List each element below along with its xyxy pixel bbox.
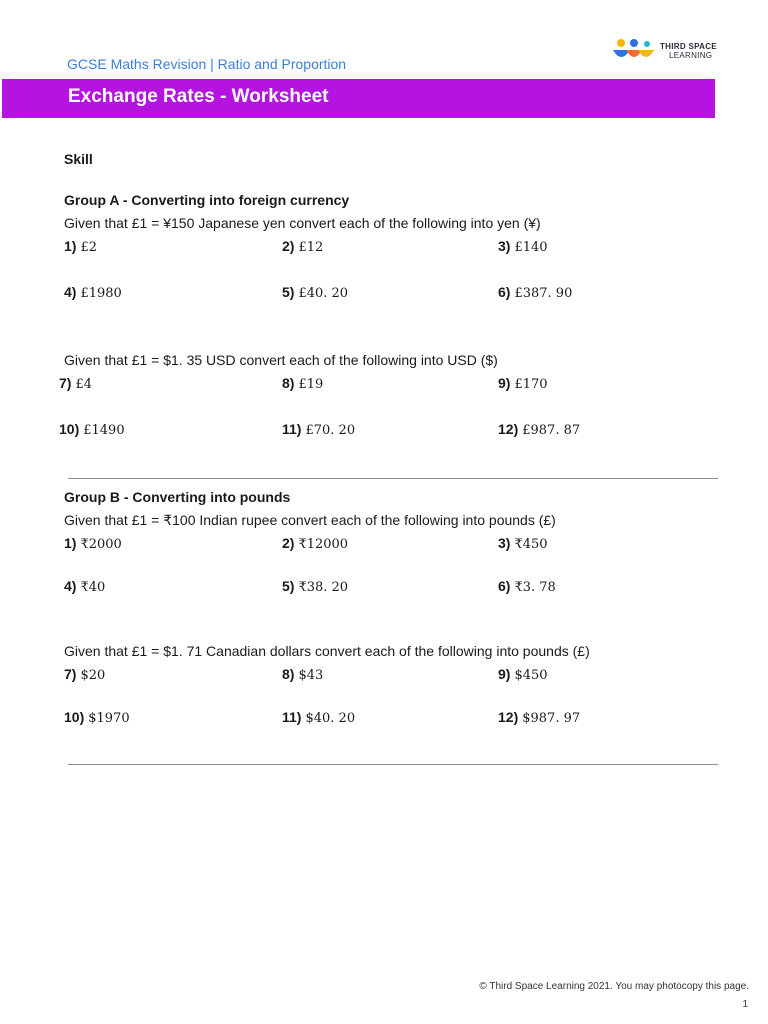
question-number: 2) xyxy=(282,535,295,551)
question-number: 6) xyxy=(498,284,511,300)
question-number: 1) xyxy=(64,535,77,551)
question-item xyxy=(59,375,92,392)
group-b-set2-prompt: Given that £1 = $1. 71 Canadian dollars convert each of the following into pounds (£) xyxy=(64,643,590,659)
question-number: 9) xyxy=(498,666,511,682)
question-number: 3) xyxy=(498,238,511,254)
logo-text-line1: THIRD SPACE xyxy=(660,42,717,51)
question-value: £170 xyxy=(514,377,548,392)
question-value: £40. 20 xyxy=(298,286,349,301)
question-number: 10) xyxy=(64,709,85,725)
question-number: 5) xyxy=(282,578,295,594)
question-value: £1490 xyxy=(83,423,125,438)
question-number: 7) xyxy=(64,666,77,682)
question-item xyxy=(498,238,548,255)
question-value: £140 xyxy=(514,240,548,255)
question-value: £12 xyxy=(298,240,324,255)
question-item xyxy=(282,709,355,726)
question-item xyxy=(64,666,105,683)
question-item xyxy=(498,666,548,683)
question-item xyxy=(282,666,323,683)
question-value: ₹40 xyxy=(80,580,106,595)
question-number: 3) xyxy=(498,535,511,551)
question-number: 7) xyxy=(59,375,72,391)
question-number: 4) xyxy=(64,284,77,300)
question-item xyxy=(282,535,348,552)
section-divider xyxy=(68,478,718,479)
question-value: ₹12000 xyxy=(298,537,349,552)
question-value: $450 xyxy=(514,668,548,683)
group-b-heading: Group B - Converting into pounds xyxy=(64,489,291,505)
title-banner xyxy=(2,79,715,118)
question-number: 9) xyxy=(498,375,511,391)
group-a-heading: Group A - Converting into foreign currency xyxy=(64,192,350,208)
question-number: 11) xyxy=(282,421,302,437)
question-value: $20 xyxy=(80,668,106,683)
question-value: $987. 97 xyxy=(522,711,581,726)
question-item xyxy=(282,238,323,255)
logo-text-line2: LEARNING xyxy=(669,51,713,60)
logo-mark-icon xyxy=(612,38,658,64)
question-item xyxy=(64,284,122,301)
third-space-learning-logo xyxy=(612,38,732,64)
question-item xyxy=(64,578,105,595)
question-item xyxy=(282,284,348,301)
question-value: ₹38. 20 xyxy=(298,580,349,595)
question-item xyxy=(282,421,355,438)
copyright-notice: © Third Space Learning 2021. You may photocopy this page. xyxy=(479,981,749,992)
question-item xyxy=(498,375,548,392)
question-item xyxy=(59,421,125,438)
question-number: 1) xyxy=(64,238,77,254)
section-divider xyxy=(68,764,718,765)
question-number: 8) xyxy=(282,666,295,682)
question-number: 2) xyxy=(282,238,295,254)
question-item xyxy=(498,421,580,438)
question-number: 11) xyxy=(282,709,302,725)
question-number: 10) xyxy=(59,421,80,437)
question-value: ₹2000 xyxy=(80,537,122,552)
question-item xyxy=(498,709,580,726)
question-value: $40. 20 xyxy=(305,711,356,726)
group-a-set1-prompt: Given that £1 = ¥150 Japanese yen convert each of the following into yen (¥) xyxy=(64,215,541,231)
question-value: $43 xyxy=(298,668,324,683)
question-value: ₹450 xyxy=(514,537,548,552)
question-item xyxy=(282,375,323,392)
skill-label: Skill xyxy=(64,151,93,167)
question-item xyxy=(64,238,97,255)
question-item xyxy=(64,535,122,552)
question-item xyxy=(498,535,548,552)
question-value: £387. 90 xyxy=(514,286,573,301)
page-number: 1 xyxy=(742,999,748,1010)
question-number: 12) xyxy=(498,709,519,725)
question-number: 8) xyxy=(282,375,295,391)
question-number: 6) xyxy=(498,578,511,594)
page-subtitle: GCSE Maths Revision | Ratio and Proportion xyxy=(67,56,347,72)
question-value: $1970 xyxy=(88,711,130,726)
question-number: 12) xyxy=(498,421,519,437)
question-value: £19 xyxy=(298,377,324,392)
question-item xyxy=(64,709,130,726)
question-value: £70. 20 xyxy=(305,423,356,438)
question-item xyxy=(282,578,348,595)
worksheet-title: Exchange Rates - Worksheet xyxy=(68,86,329,107)
question-item xyxy=(498,578,556,595)
group-a-set2-prompt: Given that £1 = $1. 35 USD convert each of the following into USD ($) xyxy=(64,352,498,368)
question-item xyxy=(498,284,572,301)
question-value: £2 xyxy=(80,240,97,255)
question-number: 4) xyxy=(64,578,77,594)
question-value: £1980 xyxy=(80,286,122,301)
question-value: ₹3. 78 xyxy=(514,580,556,595)
group-b-set1-prompt: Given that £1 = ₹100 Indian rupee convert each of the following into pounds (£) xyxy=(64,512,556,528)
question-value: £4 xyxy=(75,377,92,392)
question-value: £987. 87 xyxy=(522,423,581,438)
question-number: 5) xyxy=(282,284,295,300)
